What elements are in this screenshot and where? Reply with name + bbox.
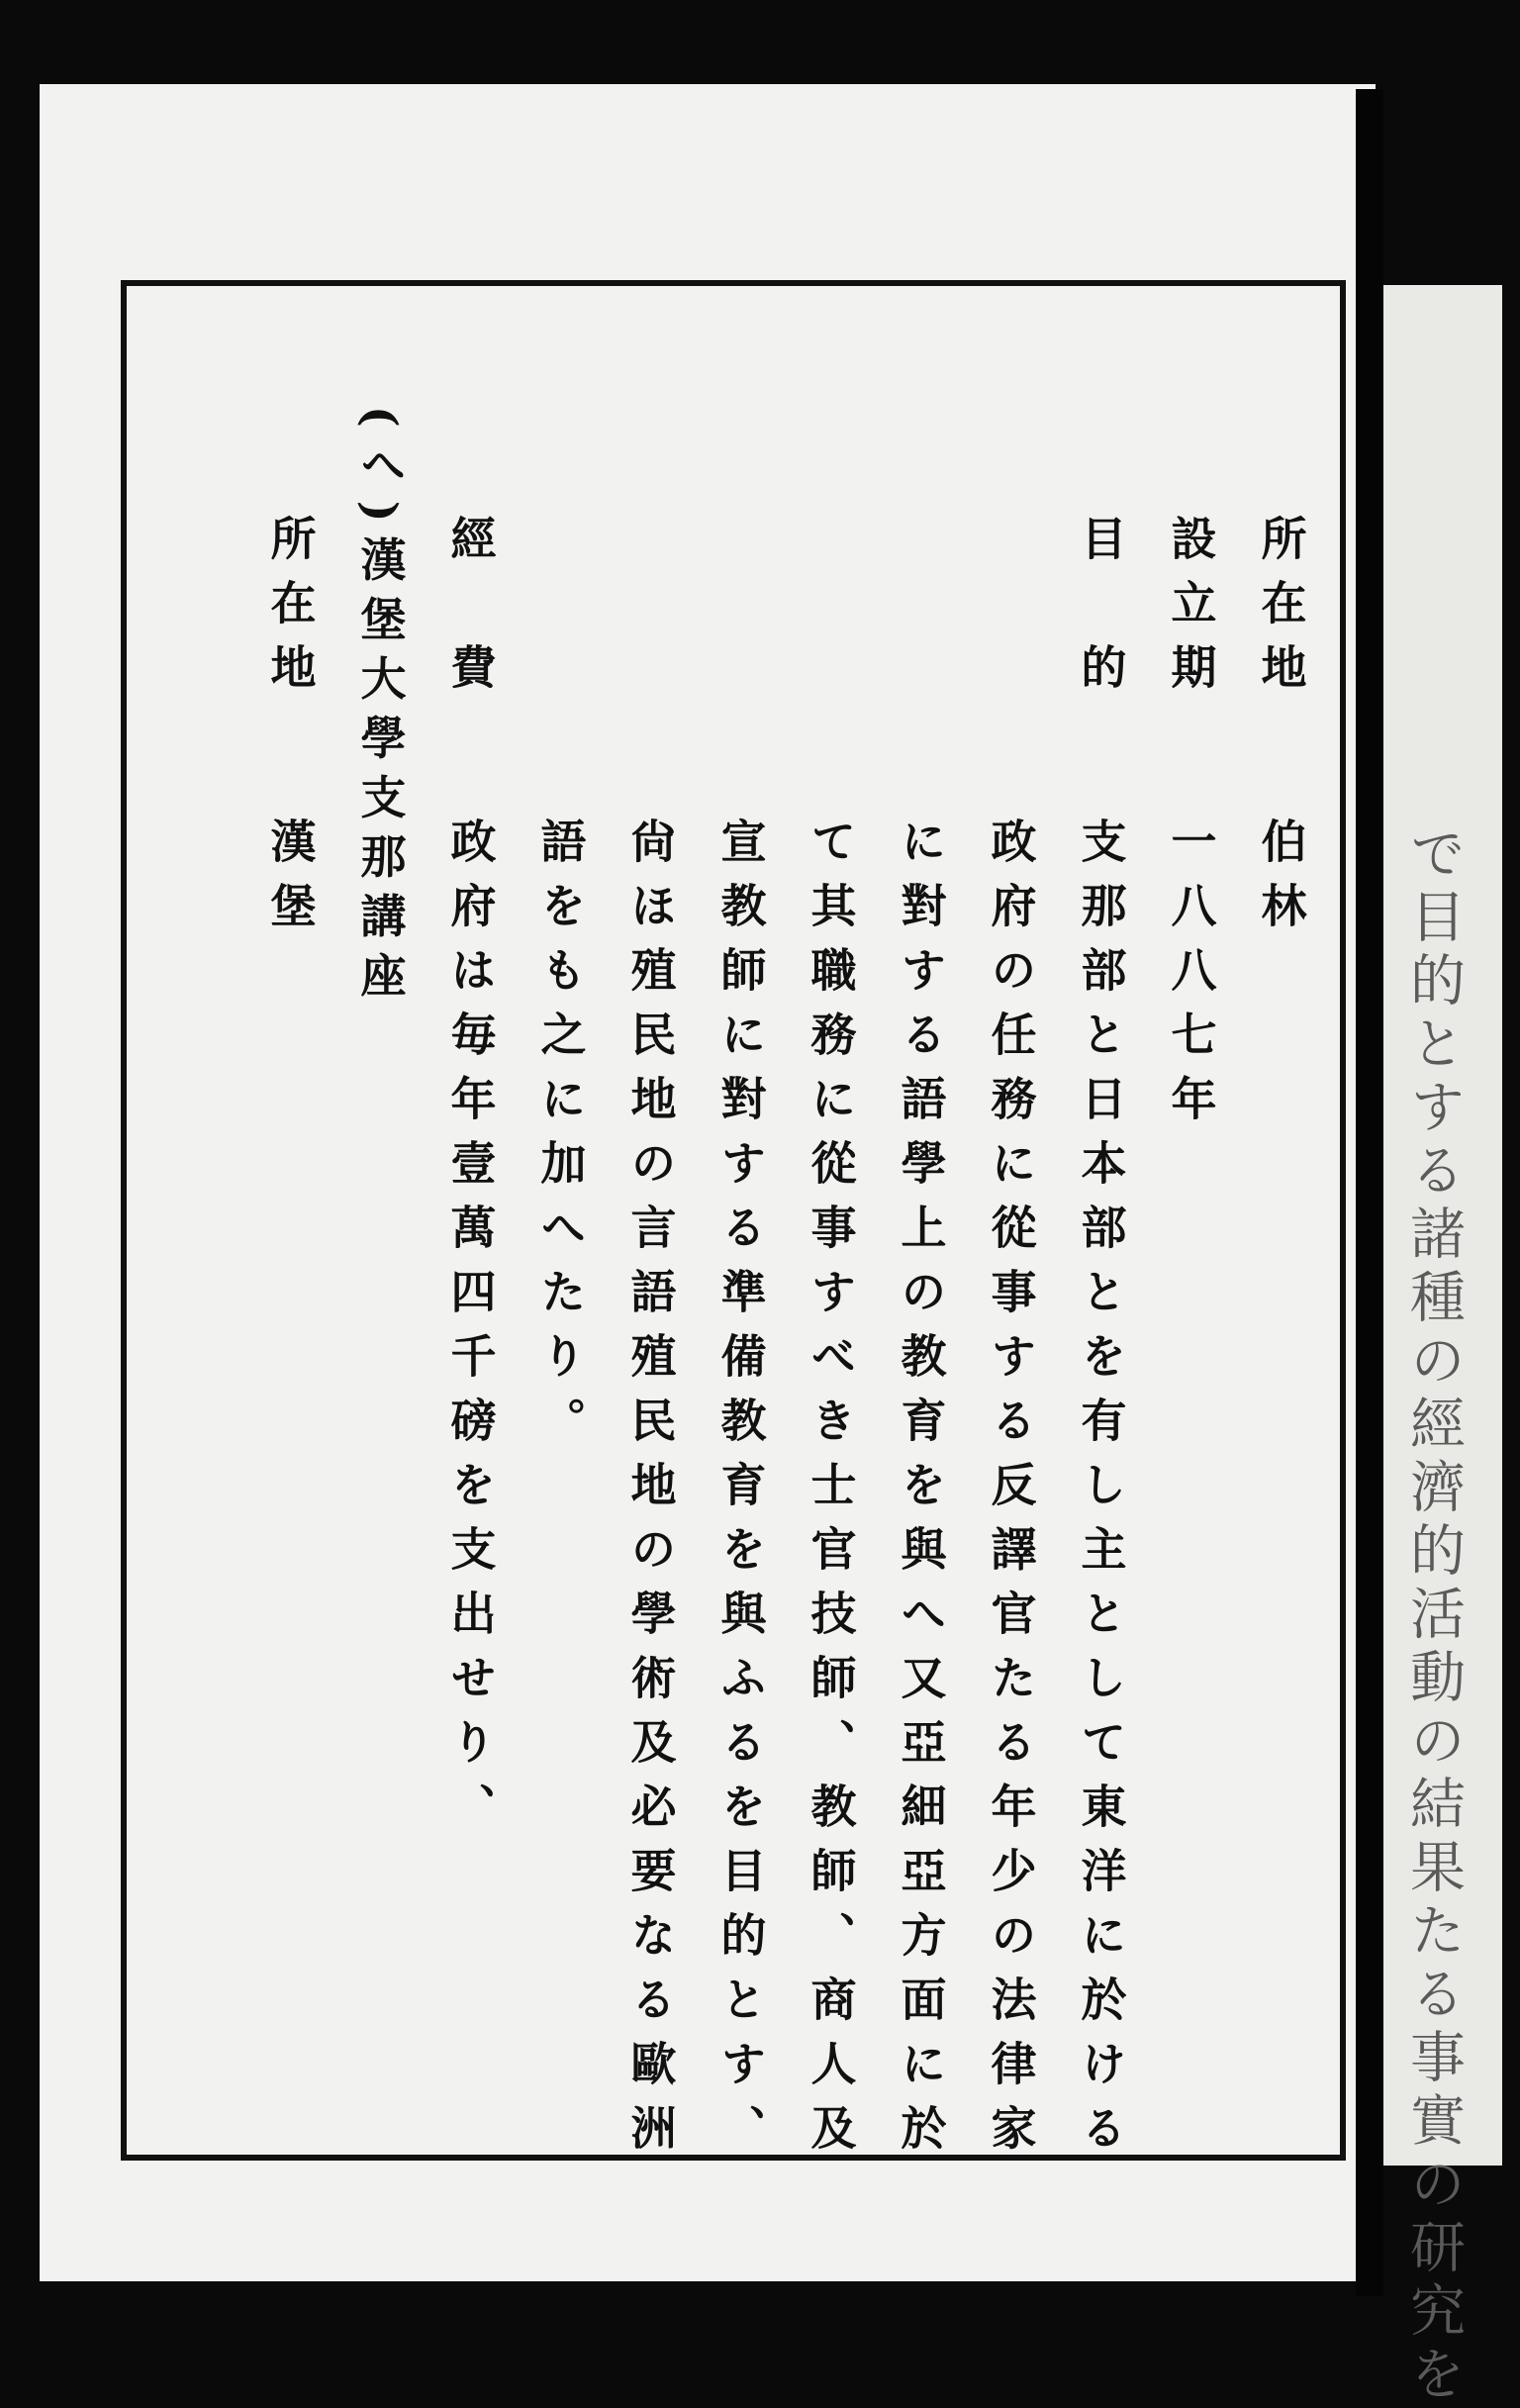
book-spine — [1356, 89, 1383, 2296]
text-column-11 — [335, 406, 426, 1011]
text-column-12 — [245, 515, 335, 946]
column-label: 經 費 — [443, 515, 498, 708]
column-content: 漢堡 — [263, 818, 318, 946]
text-column-6 — [786, 515, 876, 2168]
text-column-10 — [426, 515, 516, 1847]
column-content: 宣教師に對する準備教育を與ふるを目的とす、 — [713, 818, 768, 2168]
text-column-2 — [1146, 515, 1236, 1139]
column-label: 所在地 — [263, 515, 318, 708]
text-column-3 — [1056, 515, 1146, 2168]
text-column-4 — [966, 515, 1056, 2168]
column-content: て其職務に從事すべき士官技師、教師、商人及 — [804, 818, 858, 2168]
column-content: 一八八七年 — [1164, 818, 1218, 1139]
column-content: 支那部と日本部とを有し主として東洋に於ける — [1074, 818, 1128, 2168]
column-label: 所在地 — [1254, 515, 1308, 708]
column-content: に對する語學上の教育を與へ又亞細亞方面に於 — [894, 818, 948, 2168]
column-content: 政府は毎年壹萬四千磅を支出せり、 — [443, 818, 498, 1847]
column-label: 目 的 — [1074, 515, 1128, 708]
text-column-8 — [606, 515, 696, 2168]
vertical-text-body — [198, 406, 1326, 2168]
adjacent-page-text: で目的とする諸種の經濟的活動の結果たる事實の研究を — [1401, 824, 1466, 2408]
text-column-5 — [876, 515, 966, 2168]
section-heading: (へ)漢堡大學支那講座 — [353, 406, 408, 1011]
text-column-9 — [516, 515, 606, 1461]
column-label: 設立期 — [1164, 515, 1218, 708]
column-content: 語をも之に加へたり。 — [533, 818, 588, 1461]
column-content: 尙ほ殖民地の言語殖民地の學術及必要なる歐洲 — [623, 818, 678, 2168]
text-column-7 — [696, 515, 786, 2168]
column-content: 政府の任務に從事する反譯官たる年少の法律家 — [984, 818, 1038, 2168]
text-column-1 — [1236, 515, 1326, 946]
adjacent-page — [1383, 285, 1502, 2408]
column-content: 伯林 — [1254, 818, 1308, 946]
